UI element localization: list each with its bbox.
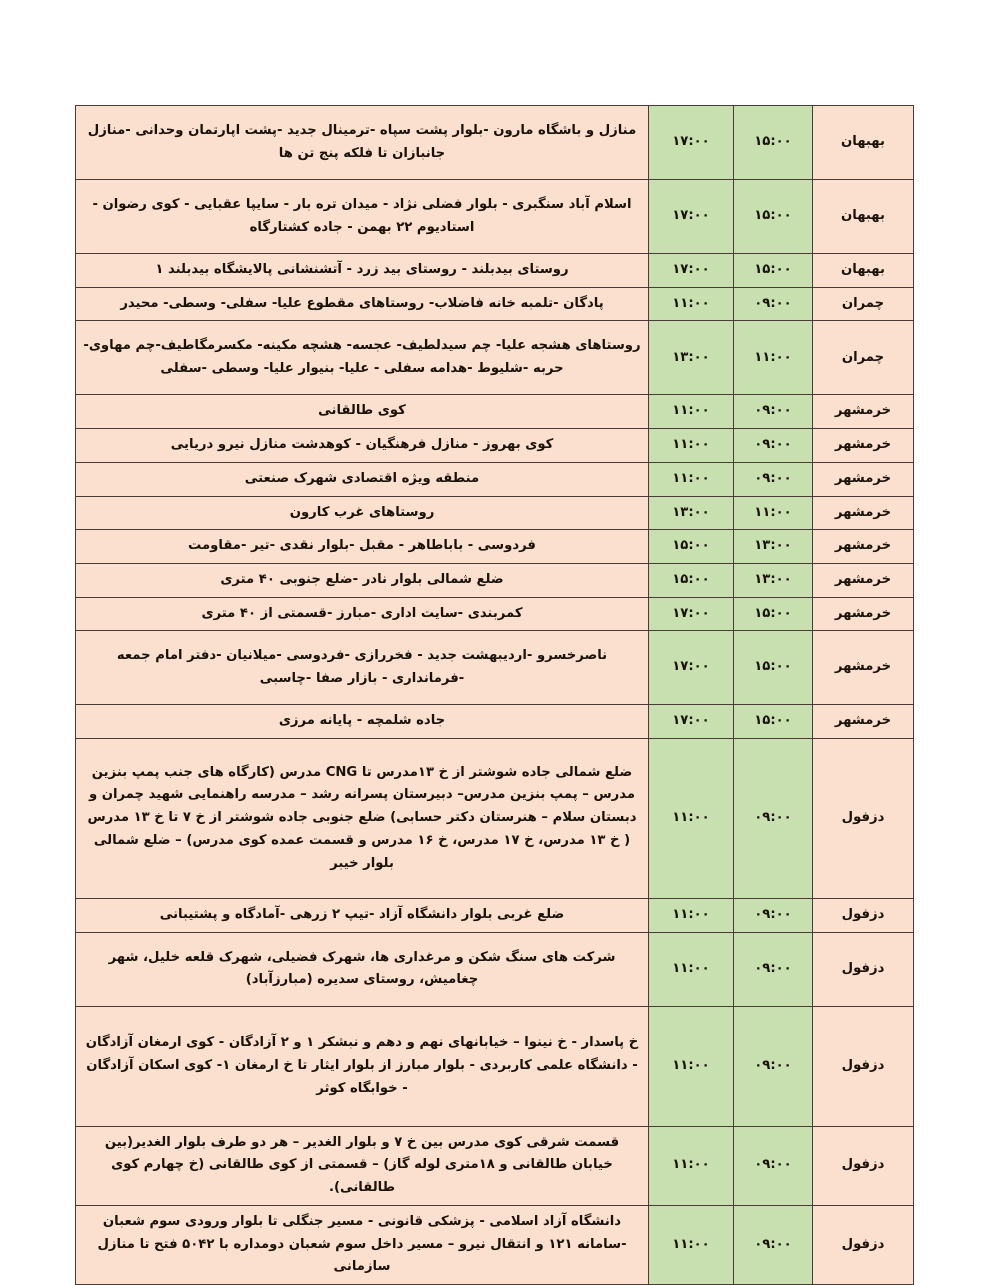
cell-end-time: ۱۱:۰۰ xyxy=(649,739,734,899)
table-row xyxy=(76,705,914,739)
cell-start-time: ۱۵:۰۰ xyxy=(734,631,813,705)
cell-start-time: ۰۹:۰۰ xyxy=(734,1126,813,1205)
cell-city: دزفول xyxy=(813,1205,914,1284)
cell-start-time: ۰۹:۰۰ xyxy=(734,462,813,496)
cell-end-time: ۱۱:۰۰ xyxy=(649,462,734,496)
power-outage-schedule-table xyxy=(75,105,914,1285)
cell-description: روستای بیدبلند - روستای بید زرد - آتشنشانی پالایشگاه بیدبلند ۱ xyxy=(76,254,649,288)
cell-description: خ پاسدار - خ نینوا – خیابانهای نهم و دهم و نبشکر ۱ و ۲ آزادگان - کوی ارمغان آزادگان - دانشگاه علمی کاربردی - بلوار مبارز از بلوار ایثار تا خ ارمغان ۱- کوی اسکان آزادگان - خوابگاه کوثر xyxy=(76,1006,649,1126)
cell-city: دزفول xyxy=(813,1006,914,1126)
cell-start-time: ۰۹:۰۰ xyxy=(734,395,813,429)
cell-description: ضلع شمالی جاده شوشتر از خ ۱۳مدرس تا CNG مدرس (کارگاه های جنب پمپ بنزین مدرس – پمپ بنزین مدرس– دبیرستان پسرانه رشد – مدرسه راهنمایی شهید چمران و دبستان سلام – هنرستان دکتر حسابی) ضلع جنوبی جاده شوشتر از خ ۷ تا خ ۱۳ مدرس ( خ ۱۳ مدرس، خ ۱۷ مدرس، خ ۱۶ مدرس و قسمت عمده کوی مدرس) – ضلع شمالی بلوار خیبر xyxy=(76,739,649,899)
cell-end-time: ۱۱:۰۰ xyxy=(649,1205,734,1284)
cell-start-time: ۱۵:۰۰ xyxy=(734,254,813,288)
cell-city: خرمشهر xyxy=(813,395,914,429)
cell-start-time: ۱۵:۰۰ xyxy=(734,705,813,739)
cell-description: پادگان -تلمبه خانه فاضلاب- روستاهای مقطوع علیا- سفلی- وسطی- محیدر xyxy=(76,287,649,321)
cell-end-time: ۱۱:۰۰ xyxy=(649,1006,734,1126)
cell-city: بهبهان xyxy=(813,254,914,288)
cell-start-time: ۰۹:۰۰ xyxy=(734,899,813,933)
cell-end-time: ۱۱:۰۰ xyxy=(649,899,734,933)
table-row xyxy=(76,563,914,597)
table-row xyxy=(76,180,914,254)
cell-city: بهبهان xyxy=(813,106,914,180)
cell-city: خرمشهر xyxy=(813,597,914,631)
cell-start-time: ۰۹:۰۰ xyxy=(734,932,813,1006)
cell-start-time: ۱۳:۰۰ xyxy=(734,530,813,564)
cell-start-time: ۱۳:۰۰ xyxy=(734,563,813,597)
table-row xyxy=(76,530,914,564)
cell-end-time: ۱۳:۰۰ xyxy=(649,321,734,395)
cell-city: دزفول xyxy=(813,1126,914,1205)
cell-start-time: ۰۹:۰۰ xyxy=(734,287,813,321)
cell-city: خرمشهر xyxy=(813,496,914,530)
cell-end-time: ۱۱:۰۰ xyxy=(649,932,734,1006)
cell-end-time: ۱۳:۰۰ xyxy=(649,496,734,530)
cell-description: منطقه ویژه اقتصادی شهرک صنعتی xyxy=(76,462,649,496)
cell-city: خرمشهر xyxy=(813,530,914,564)
cell-end-time: ۱۵:۰۰ xyxy=(649,530,734,564)
cell-city: خرمشهر xyxy=(813,462,914,496)
cell-description: شرکت های سنگ شکن و مرغداری ها، شهرک فضیلی، شهرک قلعه خلیل، شهر چغامیش، روستای سدیره (مبارزآباد) xyxy=(76,932,649,1006)
table-row xyxy=(76,597,914,631)
cell-description: روستاهای غرب کارون xyxy=(76,496,649,530)
cell-end-time: ۱۷:۰۰ xyxy=(649,631,734,705)
cell-start-time: ۱۵:۰۰ xyxy=(734,106,813,180)
table-row xyxy=(76,287,914,321)
table-row xyxy=(76,429,914,463)
cell-city: چمران xyxy=(813,287,914,321)
table-row xyxy=(76,496,914,530)
cell-description: قسمت شرقی کوی مدرس بین خ ۷ و بلوار الغدیر – هر دو طرف بلوار الغدیر(بین خیابان طالقانی و ۱۸متری لوله گاز) – قسمتی از کوی طالقانی (خ چهارم کوی طالقانی). xyxy=(76,1126,649,1205)
cell-start-time: ۱۱:۰۰ xyxy=(734,496,813,530)
cell-description: ضلع شمالی بلوار نادر -ضلع جنوبی ۴۰ متری xyxy=(76,563,649,597)
cell-city: خرمشهر xyxy=(813,631,914,705)
cell-city: خرمشهر xyxy=(813,705,914,739)
table-row xyxy=(76,631,914,705)
cell-start-time: ۰۹:۰۰ xyxy=(734,1205,813,1284)
cell-end-time: ۱۷:۰۰ xyxy=(649,254,734,288)
cell-end-time: ۱۷:۰۰ xyxy=(649,106,734,180)
cell-start-time: ۱۱:۰۰ xyxy=(734,321,813,395)
cell-start-time: ۰۹:۰۰ xyxy=(734,1006,813,1126)
cell-description: جاده شلمچه - پایانه مرزی xyxy=(76,705,649,739)
cell-end-time: ۱۷:۰۰ xyxy=(649,180,734,254)
table-row xyxy=(76,739,914,899)
table-row xyxy=(76,321,914,395)
outage-table-container xyxy=(76,105,914,1285)
cell-description: ناصرخسرو -اردیبهشت جدید - فخررازی -فردوسی -میلانیان -دفتر امام جمعه -فرمانداری - بازار صفا -چاسبی xyxy=(76,631,649,705)
table-row xyxy=(76,1126,914,1205)
cell-start-time: ۱۵:۰۰ xyxy=(734,180,813,254)
table-row xyxy=(76,932,914,1006)
cell-city: بهبهان xyxy=(813,180,914,254)
cell-description: روستاهای هشجه علیا- چم سیدلطیف- عجسه- هشچه مکینه- مکسرمگاطیف-چم مهاوی- حربه -شلیوط -هدامه سفلی - علیا- بنیوار علیا- وسطی -سفلی xyxy=(76,321,649,395)
cell-description: کوی بهروز - منازل فرهنگیان - کوهدشت منازل نیرو دریایی xyxy=(76,429,649,463)
cell-description: منازل و باشگاه مارون -بلوار پشت سپاه -ترمینال جدید -پشت اپارتمان وحدانی -منازل جانبازان تا فلکه پنج تن ها xyxy=(76,106,649,180)
cell-description: فردوسی - باباطاهر - مقبل -بلوار نقدی -تیر -مقاومت xyxy=(76,530,649,564)
cell-end-time: ۱۷:۰۰ xyxy=(649,705,734,739)
table-row xyxy=(76,395,914,429)
cell-end-time: ۱۱:۰۰ xyxy=(649,287,734,321)
cell-city: خرمشهر xyxy=(813,563,914,597)
cell-end-time: ۱۷:۰۰ xyxy=(649,597,734,631)
table-row xyxy=(76,254,914,288)
cell-description: کمربندی -سایت اداری -مبارز -قسمتی از ۴۰ متری xyxy=(76,597,649,631)
cell-end-time: ۱۵:۰۰ xyxy=(649,563,734,597)
table-row xyxy=(76,1006,914,1126)
cell-city: دزفول xyxy=(813,899,914,933)
cell-start-time: ۱۵:۰۰ xyxy=(734,597,813,631)
cell-description: دانشگاه آزاد اسلامی - پزشکی قانونی - مسیر جنگلی تا بلوار ورودی سوم شعبان -سامانه ۱۲۱ و انتقال نیرو – مسیر داخل سوم شعبان دومداره با ۵۰۴۲ فتح تا منازل سازمانی xyxy=(76,1205,649,1284)
cell-city: دزفول xyxy=(813,739,914,899)
cell-description: کوی طالقانی xyxy=(76,395,649,429)
cell-end-time: ۱۱:۰۰ xyxy=(649,395,734,429)
table-body xyxy=(76,106,914,1285)
cell-description: ضلع غربی بلوار دانشگاه آزاد -تیپ ۲ زرهی -آمادگاه و پشتیبانی xyxy=(76,899,649,933)
table-row xyxy=(76,1205,914,1284)
cell-description: اسلام آباد سنگبری - بلوار فضلی نژاد - میدان تره بار - سایپا عقبایی - کوی رضوان - استادیوم ۲۲ بهمن - جاده کشتارگاه xyxy=(76,180,649,254)
table-row xyxy=(76,106,914,180)
cell-city: خرمشهر xyxy=(813,429,914,463)
table-row xyxy=(76,899,914,933)
cell-city: چمران xyxy=(813,321,914,395)
cell-end-time: ۱۱:۰۰ xyxy=(649,1126,734,1205)
cell-start-time: ۰۹:۰۰ xyxy=(734,429,813,463)
cell-city: دزفول xyxy=(813,932,914,1006)
cell-start-time: ۰۹:۰۰ xyxy=(734,739,813,899)
table-row xyxy=(76,462,914,496)
cell-end-time: ۱۱:۰۰ xyxy=(649,429,734,463)
